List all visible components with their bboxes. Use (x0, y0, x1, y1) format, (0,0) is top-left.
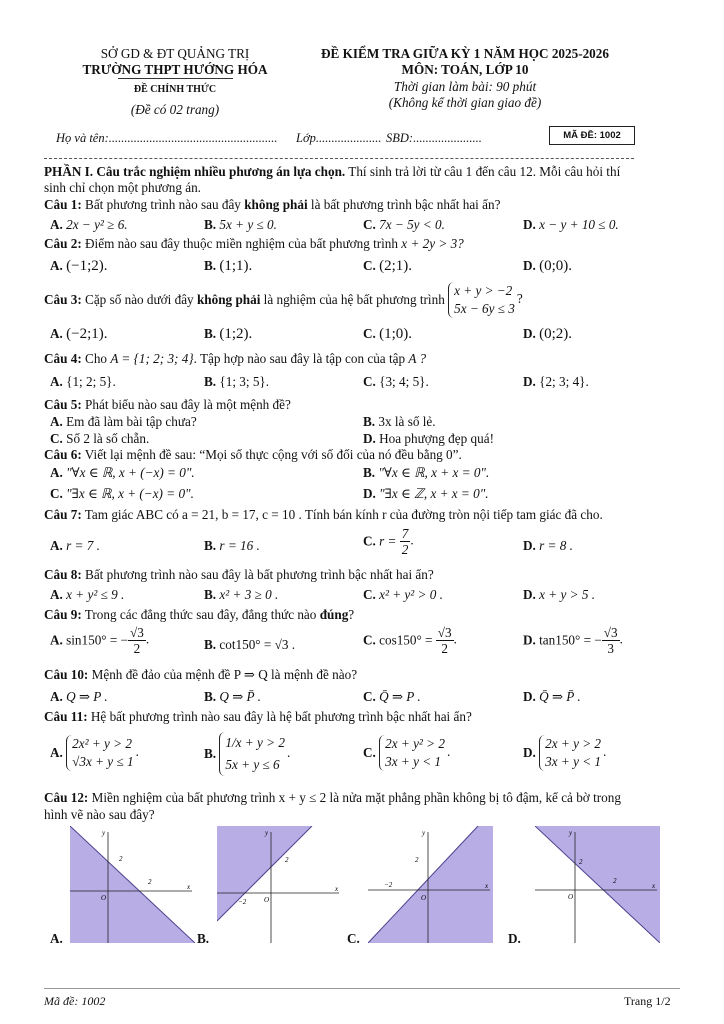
opt-letter: C. (363, 587, 376, 602)
opt-letter: A. (50, 587, 63, 602)
opt-letter: A. (50, 689, 63, 704)
opt-system (379, 735, 447, 771)
opt-letter: B. (204, 374, 217, 389)
opt-text: (−2;1). (66, 326, 108, 342)
opt-letter: B. (204, 258, 217, 273)
opt-letter: B. (363, 414, 376, 429)
numerator: √3 (437, 625, 452, 640)
q-label: Câu 8: (44, 567, 82, 582)
q-text: Viết lại mệnh đề sau: “Mọi số thực cộng với số đối của nó đều bằng 0”. (84, 447, 462, 462)
opt-letter: B. (204, 746, 217, 761)
opt-letter: C. (363, 217, 376, 232)
q5-option-c[interactable] (50, 431, 149, 447)
q10-option-a[interactable] (50, 689, 108, 705)
q12-graph-a[interactable] (70, 826, 195, 943)
q4-option-b[interactable] (204, 374, 269, 390)
q12-option-c[interactable] (347, 931, 360, 947)
opt-letter: B. (363, 465, 376, 480)
opt-letter: A. (50, 258, 63, 273)
opt-letter: D. (523, 745, 536, 760)
footer-page: Trang 1/2 (624, 994, 671, 1008)
q-text: Điểm nào sau đây thuộc miền nghiệm của bất phương trình (85, 236, 398, 251)
q-text: Cặp số nào dưới đây (85, 292, 194, 307)
q-label: Câu 5: (44, 397, 82, 412)
exam-code-box: MÃ ĐỀ: 1002 (549, 126, 635, 145)
sys-line-1: 2x + y > 2 (545, 736, 602, 751)
opt-letter: D. (523, 538, 536, 553)
q7-option-a[interactable] (50, 538, 100, 554)
opt-letter: B. (204, 587, 217, 602)
denominator: 2 (401, 542, 409, 557)
exam-time: Thời gian làm bài: 90 phút (393, 79, 537, 94)
q12-graph-b[interactable] (217, 826, 342, 943)
question-1 (44, 197, 500, 213)
q4-option-d[interactable] (523, 374, 589, 390)
opt-text: "∀x ∈ ℝ, x + x = 0". (378, 465, 490, 480)
sys-line-1: 2x² + y > 2 (72, 736, 132, 751)
q-label: Câu 10: (44, 667, 89, 682)
header-divider (44, 158, 634, 159)
q7-option-d[interactable] (523, 538, 573, 554)
opt-text: x + y > 5 . (539, 587, 596, 602)
q5-option-d[interactable] (363, 431, 494, 447)
opt-text: Số 2 là số chẵn. (66, 431, 150, 446)
y-tick-2: 2 (415, 856, 419, 864)
opt-text: Hoa phượng đẹp quá! (379, 431, 494, 446)
fraction (400, 526, 411, 557)
sys-line-2: 5x − 6y ≤ 3 (454, 301, 515, 316)
question-5 (44, 397, 291, 413)
y-tick-2: 2 (119, 855, 123, 863)
question-11 (44, 709, 472, 725)
opt-letter: D. (523, 374, 536, 389)
origin-label: O (101, 894, 107, 902)
opt-text: Q ⇒ P̄ . (219, 689, 261, 704)
x-axis-label: x (187, 883, 191, 891)
y-axis-label: y (422, 829, 426, 837)
opt-letter: C. (363, 374, 376, 389)
q-var: A ? (408, 351, 427, 366)
opt-letter: C. (50, 486, 63, 501)
opt-letter: B. (204, 637, 217, 652)
origin-label: O (568, 893, 574, 901)
x-tick-neg2: −2 (384, 881, 393, 889)
part1-title: PHẦN I. Câu trắc nghiệm nhiều phương án lựa chọn. (44, 164, 346, 179)
q8-option-a[interactable] (50, 587, 124, 603)
opt-text: x − y + 10 ≤ 0. (539, 217, 619, 232)
q11-option-d[interactable]: D. 2x + y > 2 3x + y < 1 . (523, 736, 607, 769)
q-set: A = {1; 2; 3; 4} (110, 351, 194, 366)
opt-text: sin150° = − (66, 632, 129, 648)
part1-heading (44, 164, 620, 180)
q10-option-b[interactable] (204, 689, 261, 705)
q3-system (448, 282, 517, 318)
question-7 (44, 507, 603, 523)
opt-text: 3x là số lẻ. (378, 414, 436, 429)
opt-text: 2x − y² ≥ 6. (66, 217, 128, 232)
question-8 (44, 567, 434, 583)
opt-letter: B. (204, 326, 217, 341)
q-text-2: là bất phương trình bậc nhất hai ẩn? (310, 197, 501, 212)
question-6 (44, 447, 462, 463)
q-label: Câu 9: (44, 607, 82, 622)
q2-option-d[interactable] (523, 258, 572, 275)
opt-letter: D. (363, 486, 376, 501)
opt-letter: A. (50, 931, 63, 946)
opt-letter: A. (50, 745, 63, 760)
opt-letter: A. (50, 374, 63, 389)
q-emphasis: không phải (196, 292, 261, 307)
q9-option-a[interactable]: A. sin150° = − $\frac{√3}{2}$ . (50, 625, 150, 656)
q5-option-a[interactable] (50, 414, 197, 430)
sys-line-1: 1/x + y > 2 (225, 735, 285, 750)
opt-letter: C. (363, 632, 376, 648)
y-axis-label: y (569, 829, 573, 837)
opt-text: x² + y² > 0 . (379, 587, 443, 602)
q12-option-b[interactable] (197, 931, 209, 947)
q-text: Cho (85, 351, 108, 366)
opt-letter: C. (347, 931, 360, 946)
fraction (602, 625, 620, 656)
numerator: √3 (603, 625, 618, 640)
q-label: Câu 12: (44, 790, 89, 805)
sys-line-2: √3x + y ≤ 1 (72, 754, 134, 769)
opt-text: "∀x ∈ ℝ, x + (−x) = 0". (66, 465, 195, 480)
y-axis-label: y (102, 829, 106, 837)
opt-letter: D. (523, 587, 536, 602)
question-3 (44, 282, 523, 318)
opt-text: (1;0). (379, 326, 413, 342)
q-expr: x + 2y > 3? (401, 236, 464, 251)
q-label: Câu 4: (44, 351, 82, 366)
q-text: Mệnh đề đảo của mệnh đề P ⇒ Q là mệnh đề nào? (91, 667, 358, 682)
opt-text: Q̄ ⇒ P . (379, 689, 421, 704)
opt-text: 5x + y ≤ 0. (219, 217, 277, 232)
opt-letter: A. (50, 538, 63, 553)
q-text: Trong các đẳng thức sau đây, đẳng thức nào (84, 607, 317, 622)
q12-option-d[interactable] (508, 931, 521, 947)
opt-system (219, 732, 287, 776)
opt-text: cos150° = (379, 632, 433, 648)
q-mark: ? (348, 607, 355, 622)
opt-letter: B. (204, 689, 217, 704)
q9-option-c[interactable]: C. cos150° = $\frac{√3}{2}$ . (363, 625, 457, 656)
opt-text: (1;1). (219, 258, 253, 274)
denominator: 3 (607, 641, 614, 656)
q1-option-c[interactable] (363, 217, 445, 233)
opt-text: Q ⇒ P . (66, 689, 108, 704)
q11-option-b[interactable]: B. 1/x + y > 2 5x + y ≤ 6 . (204, 732, 290, 776)
opt-text: r = 16 . (219, 538, 260, 553)
opt-text: (0;2). (539, 326, 573, 342)
q-text-2: . Tập hợp nào sau đây là tập con của tập (193, 351, 406, 366)
opt-letter: C. (363, 258, 376, 273)
part1-instructions: Thí sinh trả lời từ câu 1 đến câu 12. Mỗi câu hỏi thí (345, 164, 621, 179)
footer-divider (44, 988, 680, 989)
fraction (436, 625, 454, 656)
opt-letter: A. (50, 326, 63, 341)
opt-text: Q̄ ⇒ P̄ . (539, 689, 581, 704)
opt-letter: D. (523, 258, 536, 273)
question-10 (44, 667, 357, 683)
opt-text: x + y² ≤ 9 . (66, 587, 125, 602)
x-tick-neg2: −2 (238, 898, 247, 906)
q10-option-d[interactable] (523, 689, 581, 705)
opt-text: r = 8 . (539, 538, 573, 553)
q-mark: ? (516, 291, 523, 307)
opt-letter: C. (363, 326, 376, 341)
opt-text: {1; 2; 5}. (66, 374, 116, 389)
opt-text: "∃x ∈ ℝ, x + (−x) = 0". (66, 486, 194, 501)
q-text: Phát biểu nào sau đây là một mệnh đề? (85, 397, 291, 412)
q10-option-c[interactable] (363, 689, 421, 705)
school-underline (118, 78, 233, 79)
q2-option-c[interactable] (363, 258, 412, 275)
q11-option-a[interactable]: A. 2x² + y > 2 √3x + y ≤ 1 . (50, 736, 139, 769)
q-label: Câu 2: (44, 236, 82, 251)
q-emphasis: không phải (244, 197, 308, 212)
q-text: Miền nghiệm của bất phương trình x + y ≤ 2 là nửa mặt phẳng phần không bị tô đậm, kể cả bờ trong (91, 790, 621, 805)
q-label: Câu 3: (44, 292, 82, 307)
question-12-line-2: hình vẽ nào sau đây? (44, 807, 155, 822)
origin-label: O (421, 894, 427, 902)
q-text: Bất phương trình nào sau đây (85, 197, 241, 212)
q6-option-c[interactable] (50, 486, 194, 502)
opt-letter: C. (363, 533, 376, 549)
opt-letter: C. (363, 689, 376, 704)
opt-text: x² + 3 ≥ 0 . (219, 587, 279, 602)
opt-text: r = (379, 533, 397, 549)
opt-letter: A. (50, 465, 63, 480)
opt-letter: B. (197, 931, 210, 946)
q1-option-d[interactable] (523, 217, 619, 233)
opt-letter: B. (204, 217, 217, 232)
q-text: Hệ bất phương trình nào sau đây là hệ bất phương trình bậc nhất hai ẩn? (90, 709, 472, 724)
q-label: Câu 6: (44, 447, 82, 462)
q-emphasis: đúng (319, 607, 349, 622)
q3-option-d[interactable] (523, 326, 572, 343)
q12-option-a[interactable] (50, 931, 63, 947)
x-axis-label: x (652, 882, 656, 890)
opt-text: (−1;2). (66, 258, 108, 274)
y-axis-label: y (265, 829, 269, 837)
opt-text: {3; 4; 5}. (379, 374, 429, 389)
q-label: Câu 11: (44, 709, 88, 724)
question-2 (44, 236, 464, 252)
q11-option-c[interactable]: C. 2x + y² > 2 3x + y < 1 . (363, 736, 451, 769)
q-label: Câu 1: (44, 197, 82, 212)
opt-text: Em đã làm bài tập chưa? (66, 414, 197, 429)
question-9 (44, 607, 354, 623)
x-tick-2: 2 (148, 878, 152, 886)
time-note: (Không kể thời gian giao đề) (388, 95, 542, 110)
opt-letter: D. (523, 217, 536, 232)
sys-line-2: 5x + y ≤ 6 (225, 757, 280, 772)
fraction (128, 625, 146, 656)
denominator: 2 (133, 641, 141, 656)
origin-label: O (264, 896, 270, 904)
y-tick-2: 2 (579, 858, 583, 866)
sys-line-2: 3x + y < 1 (385, 754, 442, 769)
q-label: Câu 7: (44, 507, 82, 522)
q6-option-d[interactable] (363, 486, 489, 502)
official-label: ĐỀ CHÍNH THỨC (133, 84, 217, 95)
q1-option-a[interactable] (50, 217, 128, 233)
q7-option-c[interactable]: C. r = $\frac{7}{2}$ . (363, 526, 414, 557)
q2-option-b[interactable] (204, 258, 252, 275)
numerator: √3 (130, 625, 144, 640)
sys-line-2: 3x + y < 1 (545, 754, 602, 769)
opt-letter: A. (50, 414, 63, 429)
question-4 (44, 351, 426, 367)
q12-graph-d[interactable] (535, 826, 660, 943)
x-axis-label: x (335, 885, 339, 893)
opt-letter: C. (50, 431, 63, 446)
opt-text: (1;2). (219, 326, 253, 342)
q4-option-a[interactable] (50, 374, 116, 390)
opt-letter: D. (523, 689, 536, 704)
q12-graph-c[interactable] (368, 826, 493, 943)
school-name: TRƯỜNG THPT HƯỚNG HÓA (82, 62, 268, 77)
q5-option-b[interactable] (363, 414, 436, 430)
denominator: 2 (441, 641, 449, 656)
q8-option-b[interactable] (204, 587, 278, 603)
q8-option-d[interactable] (523, 587, 595, 603)
opt-text: (2;1). (379, 258, 413, 274)
q3-option-b[interactable] (204, 326, 252, 343)
class-field: Lớp..................... (296, 131, 382, 145)
q-text-2: là nghiệm của hệ bất phương trình (263, 292, 445, 307)
opt-system (539, 735, 603, 771)
footer-code: Mã đề: 1002 (44, 994, 106, 1008)
x-axis-label: x (485, 882, 489, 890)
sbd-field: SBD:...................... (386, 131, 482, 145)
q3-option-a[interactable] (50, 326, 108, 343)
opt-letter: D. (363, 431, 376, 446)
q9-option-b[interactable] (204, 637, 295, 653)
opt-letter: D. (523, 326, 536, 341)
q-text: Bất phương trình nào sau đây là bất phương trình bậc nhất hai ẩn? (85, 567, 434, 582)
q2-option-a[interactable] (50, 258, 108, 275)
sys-line-1: 2x + y² > 2 (385, 736, 445, 751)
q8-option-c[interactable] (363, 587, 443, 603)
opt-text: (0;0). (539, 258, 573, 274)
opt-letter: D. (508, 931, 521, 946)
y-tick-2: 2 (285, 856, 289, 864)
q3-option-c[interactable] (363, 326, 412, 343)
opt-letter: A. (50, 217, 63, 232)
q1-option-b[interactable] (204, 217, 277, 233)
opt-text: cot150° = √3 . (219, 637, 296, 652)
opt-letter: A. (50, 632, 63, 648)
name-field: Họ và tên:...................................................... (56, 131, 278, 145)
q9-option-d[interactable]: D. tan150° = − $\frac{√3}{3}$ . (523, 625, 623, 656)
x-tick-2: 2 (613, 877, 617, 885)
opt-text: 7x − 5y < 0. (379, 217, 445, 232)
exam-title: ĐỀ KIỂM TRA GIỮA KỲ 1 NĂM HỌC 2025-2026 (321, 46, 609, 61)
question-12 (44, 790, 621, 806)
opt-letter: C. (363, 745, 376, 760)
dept-name: SỞ GD & ĐT QUẢNG TRỊ (100, 46, 250, 61)
q7-option-b[interactable] (204, 538, 260, 554)
part1-instructions-2: sinh chỉ chọn một phương án. (44, 180, 201, 195)
opt-text: {1; 3; 5}. (219, 374, 270, 389)
q6-option-b[interactable] (363, 465, 489, 481)
numerator: 7 (401, 526, 409, 541)
opt-text: {2; 3; 4}. (539, 374, 589, 389)
opt-letter: B. (204, 538, 217, 553)
opt-text: r = 7 . (66, 538, 100, 553)
opt-text: tan150° = − (539, 632, 602, 648)
opt-text: "∃x ∈ ℤ, x + x = 0". (379, 486, 489, 501)
opt-letter: D. (523, 632, 536, 648)
pages-note: (Đề có 02 trang) (130, 102, 220, 117)
opt-system (66, 735, 135, 771)
subject: MÔN: TOÁN, LỚP 10 (401, 62, 529, 77)
sys-line-1: x + y > −2 (454, 283, 513, 298)
q6-option-a[interactable] (50, 465, 195, 481)
q4-option-c[interactable] (363, 374, 429, 390)
q-text: Tam giác ABC có a = 21, b = 17, c = 10 . Tính bán kính r của đường tròn nội tiếp tam giác đã cho. (84, 507, 603, 522)
